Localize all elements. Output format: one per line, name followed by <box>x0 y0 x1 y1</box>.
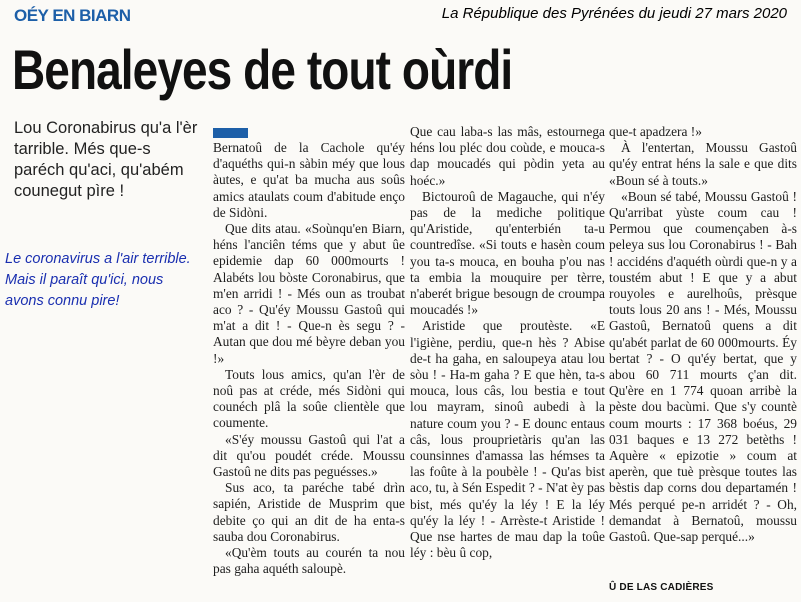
paragraph: «Qu'èm touts au courén ta nou pas gaha aquéth saloupè. <box>213 545 405 577</box>
article-column-1 <box>213 140 405 600</box>
paragraph: Que cau laba-s las mâs, estournega héns lou pléc dou coùde, e mouca-s dap moucadés qui pòdin yeta au hoéc.» <box>410 124 605 188</box>
headline: Benaleyes de tout oùrdi <box>12 38 513 102</box>
paragraph: que-t apadzera !» <box>609 124 702 139</box>
section-rubric: OÉY EN BIARN <box>14 6 131 25</box>
paragraph: Que dits atau. «Soùnqu'en Biarn, héns l'anciên téms que y abut ûe epidemie dap 60 000mourts ! Alabéts lou bòste Coronabirus, que m'en arridi ! - Més oun as troubat aco ? - Qu'éy Moussu Gastoû qui m'at a dit ! - Que-n ès segu ? - Autan que dou mé bèyre deban you !» <box>213 221 405 366</box>
source-caption: La République des Pyrénées du jeudi 27 mars 2020 <box>441 5 787 22</box>
paragraph: Aristide que proutèste. «E l'igiène, perdiu, que-n hès ? Abise de-t ha gaha, en saloupeya atau lou sòu ! - Ha-m gaha ? E que hèn, ta-s mouca, lous câs, lou bestia e tout lou mayram, sinoû aubedi à la nature coum you ? - E dounc entaus câs, lous prouprietàris qu'an las counsinnes d'amassa las hémses ta las foûte à la poubèle ! - Qu'as bist aco, tu, à Sén Espedit ? - N'at èy pas bist, més qu'éy la léy ! E la léy qu'éy la léy ! - Arrèste-t Aristide ! Que nse hartes de mau dap la toûe léy : bèu û cop, <box>410 318 605 561</box>
translation-note: Le coronavirus a l'air terrible. Mais il paraît qu'ici, nous avons connu pire! <box>5 251 191 309</box>
author-signature: Û DE LAS CADIÈRES <box>609 582 714 593</box>
paragraph: Bernatoû de la Cachole qu'éy d'aquéths qui-n sàbin méy que lous àutes, e qu'at ba mucha aus soûs amics ataulats coum d'abitude enço de Sidòni. <box>213 140 405 220</box>
article-column-3 <box>609 124 797 574</box>
lede: Lou Coronabirus qu'a l'èr tarrible. Més que-s paréch qu'aci, qu'abém counegut pìre ! <box>14 119 198 200</box>
paragraph: À l'entertan, Moussu Gastoû qu'éy entrat héns la sale e que dits «Boun sé à touts.» <box>609 140 797 188</box>
paragraph: Sus aco, ta paréche tabé drìn sapién, Aristide de Musprim que debite ço qui an dit de ha enta-s sauba dou Coronabirus. <box>213 480 405 544</box>
paragraph: «Boun sé tabé, Moussu Gastoû ! Qu'arribat yùste coum cau ! Permou que coumençaben à-s peleya sus lou Coronabirus ! - Bah ! accidéns d'aquéth oùrdi que-n y a toustém abut ! E que y a abut rouyoles e aurelhoûs, prèsque touts lous 20 ans ! - Més, Moussu Gastoû, Bernatoû quens a dit qu'abét parlat de 60 000mourts. Éy bertat ? - O qu'éy bertat, que y abou 60 711 mourts ç'an dit. Qu'ère en 1 774 quoan arribè la pèste dou bacùmi. Que s'y countè coum mourts : 17 368 boéus, 29 031 baques e 13 272 betèths ! Aquère « epizotie » coum at aperèn, que tuè prèsque toutes las bèstis dap corns dou departamén ! Més perqué pe-n arridét ? - Oh, demandat à Bernatoû, moussu Gastoû. Que-sap perqué...» <box>609 188 797 545</box>
paragraph: Bictouroû de Magauche, qui n'éy pas de la mediche politique qu'Aristide, qu'enterbién ta-u countredîse. «Si touts e hasèn coum you ta-s mouca, en bouha p'ou nas ta embia la mouquire per tèrre, n'aberét brigue besougn de croumpa moucadés !» <box>410 188 605 318</box>
accent-bar <box>213 128 248 138</box>
article-column-2 <box>410 124 605 600</box>
paragraph: «S'éy moussu Gastoû qui l'at a dit qu'ou poudét créde. Moussu Gastoû ne dits pas peguésses.» <box>213 431 405 480</box>
paragraph: Touts lous amics, qu'an l'èr de noû pas at créde, més Sidòni qui counéch plâ la soûe clientèle que coumente. <box>213 366 405 431</box>
